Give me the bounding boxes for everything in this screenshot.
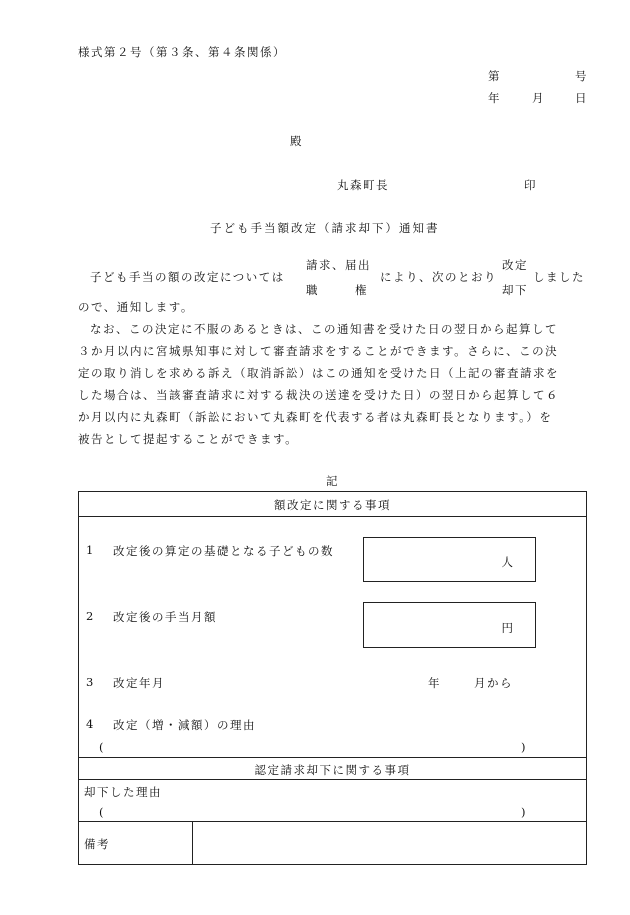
rejection-label: 却下した理由 — [84, 785, 162, 799]
monthly-amount-field[interactable] — [363, 602, 536, 648]
remarks-divider — [192, 821, 193, 865]
intro-choice1-top: 請求、届出 — [306, 258, 371, 272]
notice-line-4: した場合は、当該審査請求に対する裁決の送達を受けた日）の翌日から起算して６ — [78, 388, 559, 402]
item4-number: 4 — [86, 717, 94, 731]
divider — [79, 779, 586, 780]
section1-header: 額改定に関する事項 — [274, 498, 391, 512]
doc-number-prefix: 第 — [488, 69, 500, 83]
notice-line-6: 被告として提起することができます。 — [78, 432, 299, 446]
intro-choice2-bottom: 却下 — [502, 283, 528, 297]
notice-line-5: か月以内に丸森町（訴訟において丸森町を代表する者は丸森町長となります。）を — [78, 410, 553, 424]
item1-unit: 人 — [501, 555, 513, 569]
intro-line2: ので、通知します。 — [78, 300, 194, 314]
date-year: 年 — [488, 91, 500, 105]
intro-lead: 子ども手当の額の改定については — [90, 270, 285, 284]
addressee-suffix: 殿 — [290, 134, 302, 148]
intro-choice1-bottom-b: 権 — [355, 283, 367, 297]
item2-unit: 円 — [501, 621, 513, 635]
issuer-seal: 印 — [524, 178, 536, 192]
issuer-name: 丸森町長 — [337, 178, 389, 192]
ki-label: 記 — [326, 474, 338, 488]
section2-header: 認定請求却下に関する事項 — [254, 763, 411, 777]
form-number: 様式第２号（第３条、第４条関係） — [78, 45, 286, 59]
doc-number-suffix: 号 — [575, 69, 587, 83]
intro-middle: により、次のとおり — [380, 270, 497, 284]
intro-tail: しました — [533, 270, 585, 284]
item2-number: 2 — [86, 609, 94, 623]
remarks-label: 備考 — [84, 837, 110, 851]
divider — [79, 821, 586, 822]
item3-year: 年 — [428, 676, 440, 690]
item4-paren-open: ( — [99, 740, 104, 754]
children-count-field[interactable] — [363, 537, 536, 582]
details-table — [78, 491, 587, 865]
intro-choice1-bottom-a: 職 — [306, 283, 318, 297]
divider — [79, 757, 586, 758]
notice-line-2: ３か月以内に宮城県知事に対して審査請求をすることができます。さらに、この決 — [78, 344, 559, 358]
item3-month-from: 月から — [474, 676, 513, 690]
item4-label: 改定（増・減額）の理由 — [113, 718, 256, 732]
remarks-field[interactable] — [194, 823, 584, 863]
document-title: 子ども手当額改定（請求却下）通知書 — [210, 221, 440, 235]
rejection-paren-close: ) — [521, 805, 526, 819]
item1-label: 改定後の算定の基礎となる子どもの数 — [113, 544, 334, 558]
intro-choice2-top: 改定 — [502, 258, 528, 272]
notice-line-1: なお、この決定に不服のあるときは、この通知書を受けた日の翌日から起算して — [90, 322, 558, 336]
notice-line-3: 定の取り消しを求める訴え（取消訴訟）はこの通知を受けた日（上記の審査請求を — [78, 366, 559, 380]
item1-number: 1 — [86, 543, 94, 557]
divider — [79, 516, 586, 517]
date-month: 月 — [532, 91, 544, 105]
item3-number: 3 — [86, 675, 94, 689]
item2-label: 改定後の手当月額 — [113, 610, 217, 624]
item4-paren-close: ) — [521, 740, 526, 754]
rejection-paren-open: ( — [99, 805, 104, 819]
date-day: 日 — [575, 91, 587, 105]
item3-label: 改定年月 — [113, 676, 165, 690]
